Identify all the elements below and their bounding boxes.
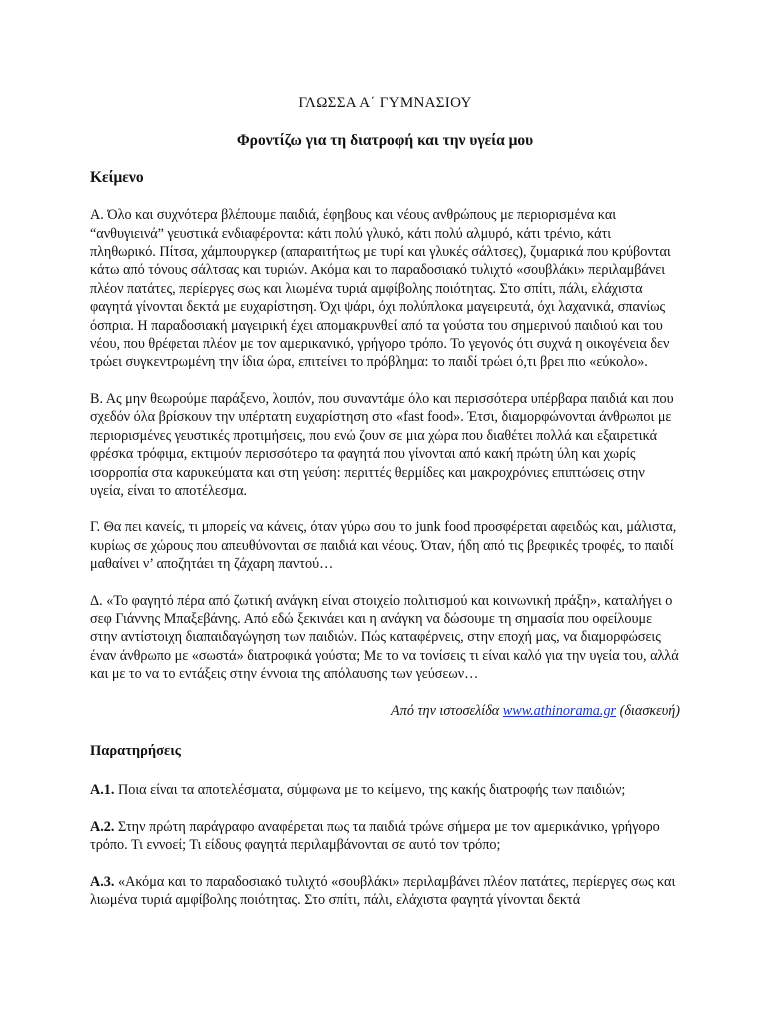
question-text: Ποια είναι τα αποτελέσματα, σύμφωνα με το κείμενο, της κακής διατροφής των παιδιών; [117,782,626,799]
question-number: Α.3. [90,873,115,890]
paragraph-d: Δ. «Το φαγητό πέρα από ζωτική ανάγκη είναι στοιχείο πολιτισμού και κοινωνική πράξη», καταλήγει ο σεφ Γιάννης Μπαξεβάνης. Από εδώ ξεκινάει και η ανάγκη να δώσουμε τη σημασία που οφείλουμε στην αντίστοιχη διαπαιδαγώγηση των παιδιών. Πώς καταφέρνεις, στην εποχή μας, να διαμορφώσεις έναν άνθρωπο με «σωστά» διατροφικά γούστα; Με το να τονίσεις τι είναι καλό για την υγεία του, αλλά και με το να το εντάξεις στην έννοια της απόλαυσης των γεύσεων… [90,592,679,683]
source-suffix: (διασκευή) [619,702,680,719]
question-a1 [90,781,680,799]
question-text: Στην πρώτη παράγραφο αναφέρεται πως τα παιδιά τρώνε σήμερα με τον αμερικάνικο, γρήγορο τρόπο. Τι εννοεί; Τι είδους φαγητά περιλαμβάνονται σε αυτό τον τρόπο; [90,818,660,854]
paragraph-c: Γ. Θα πει κανείς, τι μπορείς να κάνεις, όταν γύρω σου το junk food προσφέρεται αφειδώς και, μάλιστα, κυρίως σε χώρους που απευθύνονται σε παιδιά και νέους. Όταν, ήδη από τις βρεφικές τροφές, το παιδί μαθαίνει ν’ αποζητάει τη ζάχαρη παντού… [90,519,677,573]
observations-heading: Παρατηρήσεις [90,742,181,759]
document-subtitle: Φροντίζω για τη διατροφή και την υγεία μου [236,132,534,150]
source-citation [90,702,680,720]
source-prefix: Από την ιστοσελίδα [391,702,500,719]
document-title: ΓΛΩΣΣΑ Α΄ ΓΥΜΝΑΣΙΟΥ [298,95,472,111]
question-number: Α.1. [90,782,115,799]
document-page [90,94,680,927]
question-a2 [90,818,680,855]
question-text: «Ακόμα και το παραδοσιακό τυλιχτό «σουβλάκι» περιλαμβάνει πλέον πατάτες, περίεργες σως και λιωμένα τυριά αμφίβολης ποιότητας. Στο σπίτι, πάλι, ελάχιστα φαγητά γίνονται δεκτά [90,873,676,908]
source-link[interactable]: www.athinorama.gr [502,702,617,719]
question-a3 [90,873,680,910]
question-number: Α.2. [90,818,115,835]
paragraph-b: Β. Ας μην θεωρούμε παράξενο, λοιπόν, που συναντάμε όλο και περισσότερα υπέρβαρα παιδιά και που σχεδόν όλα βρίσκουν την υπέρτατη ευχαρίστηση στο «fast food». Έτσι, διαμορφώνονται άνθρωποι με περιορισμένες γευστικές προτιμήσεις, που ενώ ζουν σε μια χώρα που διαθέτει πολλά και εξαιρετικά φρέσκα τρόφιμα, εκτιμούν περισσότερο τα φαγητά που γίνονται από κακή πρώτη ύλη και χωρίς ισορροπία στα καρυκεύματα και στη γεύση: περιττές θερμίδες και μακροχρόνιες επιπτώσεις στην υγεία, είναι το αποτέλεσμα. [90,390,674,499]
section-heading: Κείμενο [90,168,144,186]
paragraph-a: Α. Όλο και συχνότερα βλέπουμε παιδιά, έφηβους και νέους ανθρώπους με περιορισμένα και “ανθυγιεινά” γευστικά ενδιαφέροντα: κάτι πολύ γλυκό, κάτι πολύ αλμυρό, κάτι τρένιο, κάτι πληθωρικό. Πίτσα, χάμπουργκερ (απαραιτήτως με τυρί και γλυκές σάλτσες), ζυμαρικά που κρύβονται κάτω από τόνους σάλτσας και τυριών. Ακόμα και το παραδοσιακό τυλιχτό «σουβλάκι» περιλαμβάνει πλέον πατάτες, περίεργες σως και λιωμένα τυριά αμφίβολης ποιότητας. Στο σπίτι, πάλι, ελάχιστα φαγητά γίνονται δεκτά με ευχαρίστηση. Όχι ψάρι, όχι πολύπλοκα μαγειρευτά, όχι λαχανικά, σπανίως όσπρια. Η παραδοσιακή μαγειρική έχει απομακρυνθεί από τα γούστα του σημερινού παιδιού και του νέου, που θρέφεται πλέον με τον αμερικανικό, γρήγορο τρόπο. Το γεγονός ότι συχνά η οικογένεια δεν τρώει συγκεντρωμένη την ίδια ώρα, επιτείνει το πρόβλημα: το παιδί τρώει ό,τι βρει πιο «εύκολο». [90,207,671,371]
